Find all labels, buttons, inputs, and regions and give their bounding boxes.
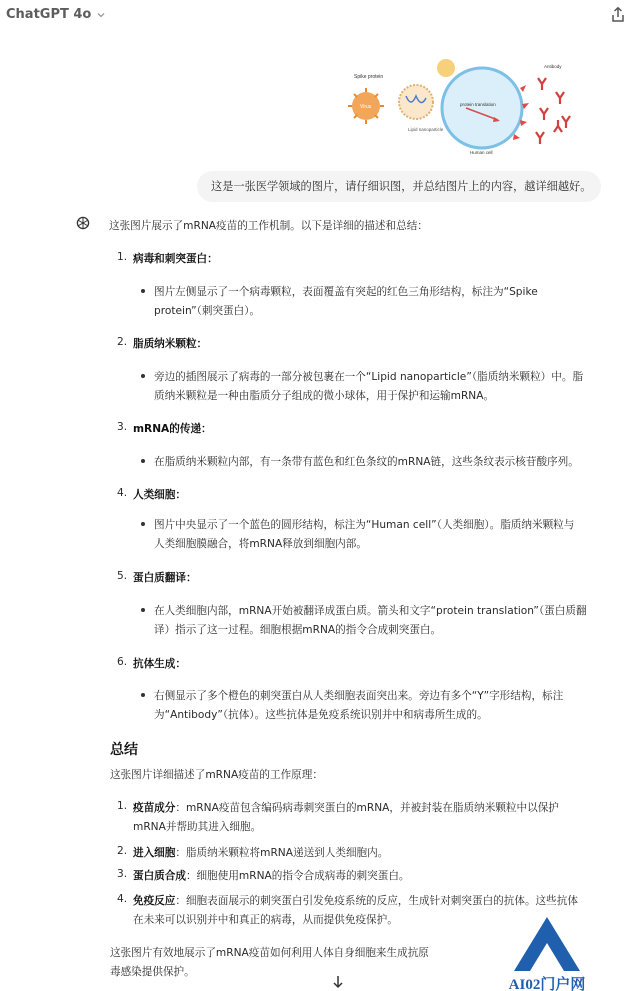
section-number: 4. [117, 487, 128, 499]
summary-number: 3. [117, 868, 128, 880]
summary-item-cont: mRNA并帮助其进入细胞。 [133, 821, 262, 833]
scroll-down-icon[interactable] [329, 973, 347, 991]
antibodies [536, 78, 570, 144]
summary-item: 疫苗成分：mRNA疫苗包含编码病毒刺突蛋白的mRNA，并被封装在脂质纳米颗粒中以保护 [133, 802, 559, 814]
section-number: 5. [117, 570, 128, 582]
summary-item: 免疫反应：细胞表面展示的刺突蛋白引发免疫系统的反应，生成针对刺突蛋白的抗体。这些抗体 [133, 895, 578, 907]
bullet-dot [141, 608, 145, 612]
section-number: 1. [117, 251, 128, 263]
section-title: 抗体生成： [133, 658, 186, 670]
bullet-dot [141, 289, 145, 293]
closing-text: 这张图片有效地展示了mRNA疫苗如何利用人体自身细胞来生成抗原 [110, 947, 429, 959]
protein-translation-label: protein translation [460, 102, 496, 107]
bullet-text: 人类细胞膜融合，将mRNA释放到细胞内部。 [154, 538, 367, 550]
human-cell-label: Human cell [470, 150, 493, 155]
bullet-dot [141, 522, 145, 526]
closing-text: 毒感染提供保护。 [110, 966, 195, 978]
bullet-dot [141, 374, 145, 378]
section-title: 人类细胞： [133, 489, 186, 501]
bullet-dot [141, 693, 145, 697]
virus-illustration [348, 88, 384, 124]
answer-intro: 这张图片展示了mRNA疫苗的工作机制。以下是详细的描述和总结： [109, 220, 428, 232]
bullet-text: 旁边的插图展示了病毒的一部分被包裹在一个“Lipid nanoparticle”（脂质纳米颗粒）中。脂 [154, 371, 584, 383]
bullet-text: 译）指示了这一过程。细胞根据mRNA的指令合成刺突蛋白。 [154, 624, 442, 636]
bullet-text: 图片左侧显示了一个病毒颗粒，表面覆盖有突起的红色三角形结构，标注为“Spike [154, 286, 538, 298]
section-title: 脂质纳米颗粒： [133, 338, 208, 350]
user-message: 这是一张医学领域的图片，请仔细识图，并总结图片上的内容，越详细越好。 [197, 171, 601, 202]
watermark-text: AI02门户网 [508, 977, 586, 991]
summary-number: 2. [117, 845, 128, 857]
section-title: mRNA的传递： [133, 423, 212, 435]
summary-number: 1. [117, 800, 128, 812]
summary-number: 4. [117, 893, 128, 905]
bullet-text: 在脂质纳米颗粒内部，有一条带有蓝色和红色条纹的mRNA链，这些条纹表示核苷酸序列。 [154, 456, 579, 468]
lipid-nanoparticle-label: Lipid nanoparticle [408, 127, 444, 132]
summary-heading: 总结 [110, 742, 138, 758]
watermark-logo [492, 913, 602, 991]
bullet-text: 质纳米颗粒是一种由脂质分子组成的微小球体，用于保护和运输mRNA。 [154, 390, 495, 402]
section-title: 蛋白质翻译： [133, 572, 197, 584]
section-title: 病毒和刺突蛋白： [133, 253, 218, 265]
bullet-text: protein”（刺突蛋白）。 [154, 305, 261, 317]
chatgpt-logo-icon [76, 216, 90, 230]
bullet-text: 在人类细胞内部，mRNA开始被翻译成蛋白质。箭头和文字“protein translation”（蛋白质翻 [154, 605, 587, 617]
summary-item: 蛋白质合成：细胞使用mRNA的指令合成病毒的刺突蛋白。 [133, 870, 410, 882]
section-number: 6. [117, 656, 128, 668]
model-selector[interactable] [6, 7, 107, 22]
section-number: 3. [117, 421, 128, 433]
section-number: 2. [117, 336, 128, 348]
antibody-label: Antibody [544, 64, 562, 69]
lipid-nanoparticle-illustration [399, 85, 433, 119]
attached-image[interactable] [326, 48, 584, 160]
bullet-text: 右侧显示了多个橙色的刺突蛋白从人类细胞表面突出来。旁边有多个“Y”字形结构，标注 [154, 690, 564, 702]
watermark-mark-icon [492, 913, 602, 973]
summary-item: 进入细胞：脂质纳米颗粒将mRNA递送到人类细胞内。 [133, 847, 389, 859]
svg-text:Virus: Virus [360, 104, 372, 110]
summary-item-cont: 在未来可以识别并中和真正的病毒，从而提供免疫保护。 [133, 914, 398, 926]
top-bar [0, 0, 640, 30]
spike-protein-label: Spike protein [354, 74, 384, 80]
bullet-text: 图片中央显示了一个蓝色的圆形结构，标注为“Human cell”（人类细胞）。脂质纳米颗粒与 [154, 519, 575, 531]
chevron-down-icon [95, 9, 107, 21]
bullet-dot [141, 459, 145, 463]
bullet-text: 为“Antibody”（抗体）。这些抗体是免疫系统识别并中和病毒所生成的。 [154, 709, 488, 721]
summary-intro: 这张图片详细描述了mRNA疫苗的工作原理： [110, 769, 323, 781]
share-icon[interactable] [608, 5, 628, 25]
model-name: ChatGPT 4o [6, 7, 92, 22]
